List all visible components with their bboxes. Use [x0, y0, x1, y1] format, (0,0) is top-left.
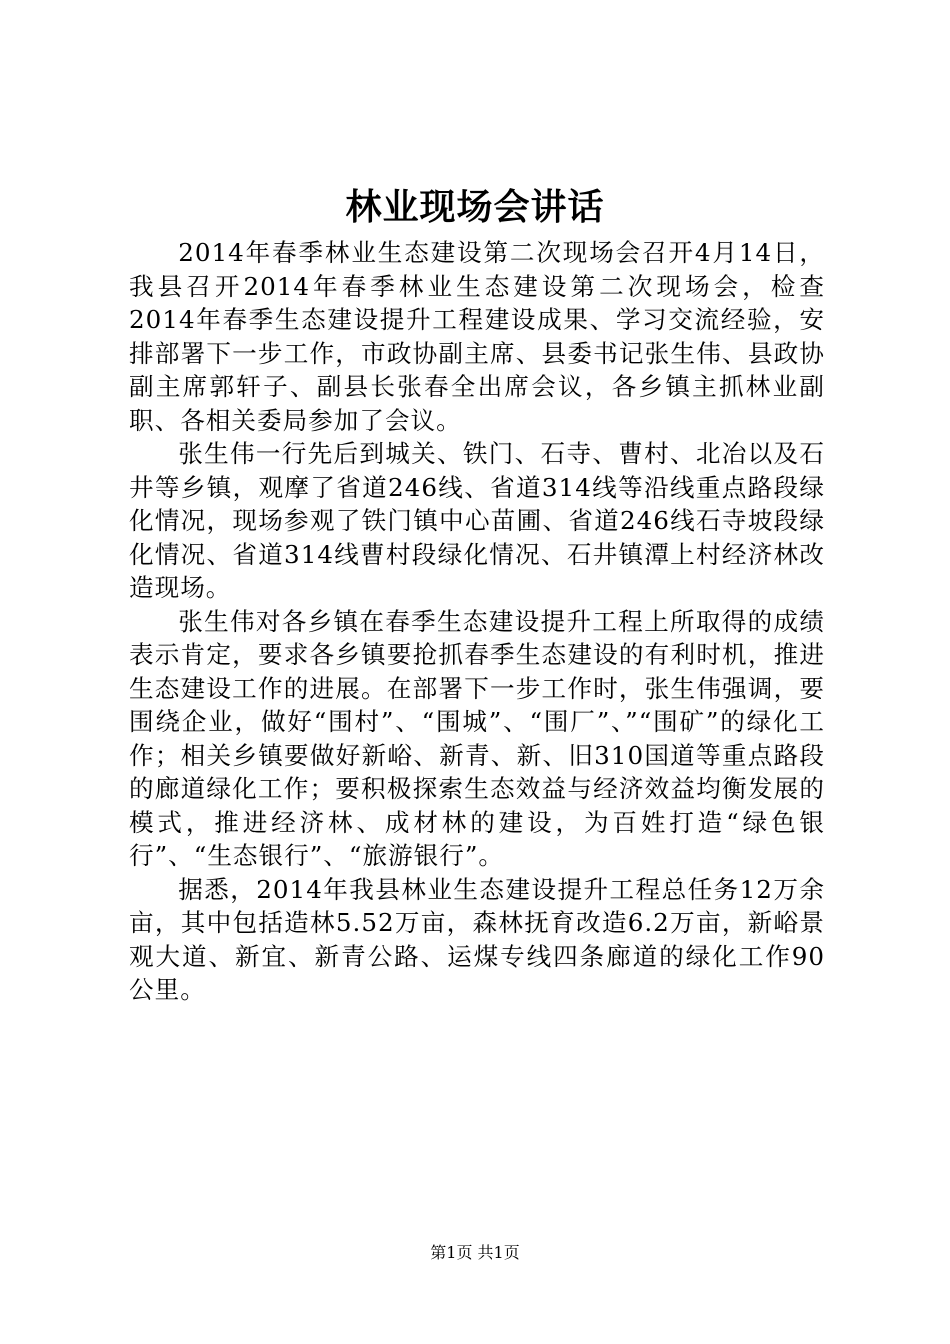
paragraph-work-requirements: 张生伟对各乡镇在春季生态建设提升工程上所取得的成绩表示肯定，要求各乡镇要抢抓春季生态建设的有利时机，推进生态建设工作的进展。在部署下一步工作时，张生伟强调，要围绕企业，做好“围村”、“围城”、“围厂”、”“围矿”的绿化工作；相关乡镇要做好新峪、新青、新、旧310国道等重点路段的廊道绿化工作；要积极探索生态效益与经济效益均衡发展的模式，推进经济林、成材林的建设，为百姓打造“绿色银行”、“生态银行”、“旅游银行”。 [129, 606, 825, 870]
page-number-footer: 第1页 共1页 [430, 1243, 520, 1262]
paragraph-project-targets: 据悉，2014年我县林业生态建设提升工程总任务12万余亩，其中包括造林5.52万亩，森林抚育改造6.2万亩，新峪景观大道、新宜、新青公路、运煤专线四条廊道的绿化工作90公里。 [129, 874, 825, 1004]
document-title: 林业现场会讲话 [345, 187, 605, 228]
paragraph-site-visit: 张生伟一行先后到城关、铁门、石寺、曹村、北冶以及石井等乡镇，观摩了省道246线、省道314线等沿线重点路段绿化情况，现场参观了铁门镇中心苗圃、省道246线石寺坡段绿化情况、省道314线曹村段绿化情况、石井镇潭上村经济林改造现场。 [129, 439, 825, 602]
paragraph-meeting-overview: 2014年春季林业生态建设第二次现场会召开4月14日，我县召开2014年春季林业生态建设第二次现场会，检查2014年春季生态建设提升工程建设成果、学习交流经验，安排部署下一步工作，市政协副主席、县委书记张生伟、县政协副主席郭轩子、副县长张春全出席会议，各乡镇主抓林业副职、各相关委局参加了会议。 [129, 238, 825, 435]
document-body [129, 236, 825, 1007]
